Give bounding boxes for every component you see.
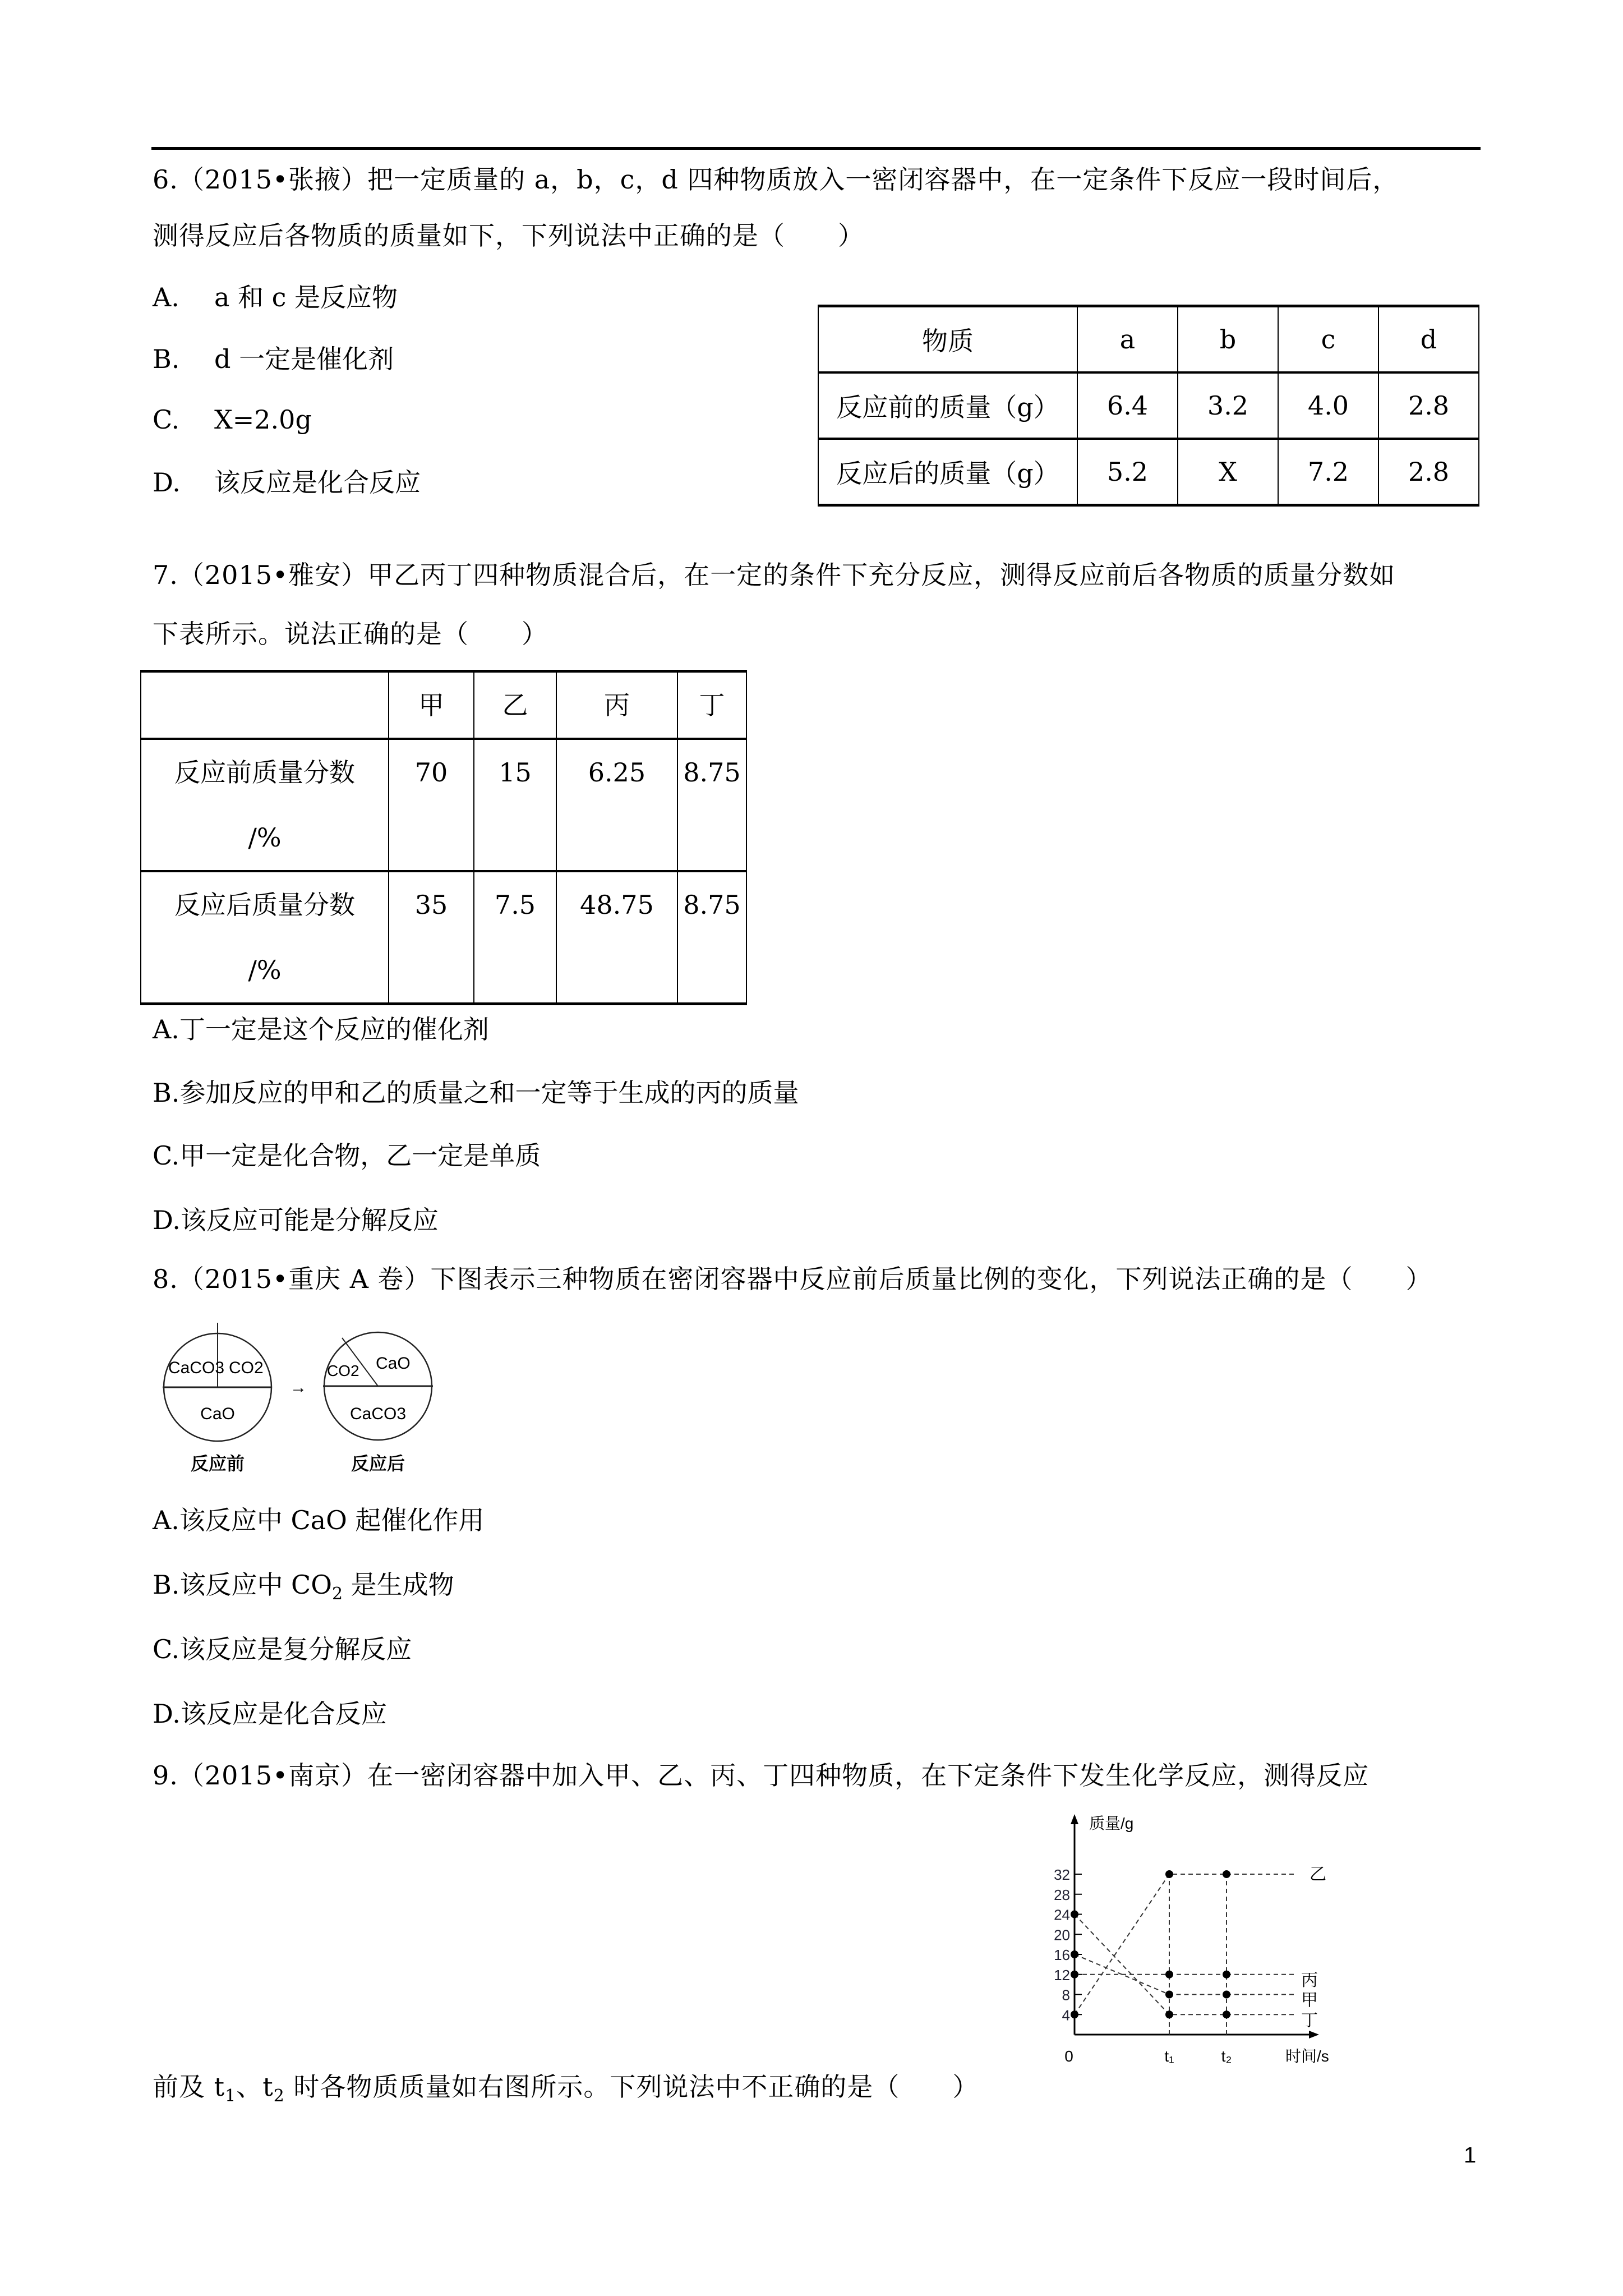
option-label: A.: [153, 1505, 179, 1535]
q6-option-a: [153, 280, 398, 314]
table-cell: 反应后的质量（g）: [818, 439, 1077, 505]
q9-stem-line1: 9.（2015•南京）在一密闭容器中加入甲、乙、丙、丁四种物质，在下定条件下发生化学反应，测得反应: [153, 1760, 1370, 1791]
table-cell: 物质: [818, 306, 1077, 373]
q6-option-c: [153, 403, 312, 436]
table-header-row: [141, 671, 746, 739]
data-point: [1223, 1870, 1230, 1878]
y-tick-label: 24: [1054, 1906, 1070, 1924]
table-cell: 7.2: [1278, 439, 1378, 505]
chart-guides: [1169, 1874, 1227, 2035]
y-tick-label: 8: [1062, 1986, 1070, 2004]
option-label: C.: [153, 1634, 180, 1664]
chart-axes: [1071, 1814, 1319, 2039]
q7-option-d: [153, 1203, 439, 1237]
option-text: X=2.0g: [214, 404, 312, 435]
table-cell: d: [1378, 306, 1479, 373]
table-cell: 乙: [474, 671, 556, 739]
option-label: D.: [153, 1205, 181, 1235]
option-label: B.: [153, 1570, 180, 1600]
option-text: 该反应可能是分解反应: [180, 1205, 439, 1235]
q8-stem: 8.（2015•重庆 A 卷）下图表示三种物质在密闭容器中反应前后质量比例的变化，下列说法正确的是（ ）: [153, 1264, 1432, 1294]
after-label-cao: CaO: [376, 1354, 411, 1373]
table-cell: 6.4: [1077, 372, 1178, 439]
after-label-co2: CO2: [327, 1362, 359, 1379]
option-label: B.: [153, 1078, 180, 1108]
table-cell: 35: [389, 871, 474, 1004]
q6-stem-line2: 测得反应后各物质的质量如下，下列说法中正确的是（ ）: [153, 220, 864, 251]
before-caption: 反应前: [190, 1453, 245, 1474]
y-tick-label: 28: [1054, 1886, 1070, 1903]
x-axis-label: 时间/s: [1285, 2047, 1329, 2065]
data-point: [1223, 1971, 1230, 1978]
option-label: C.: [153, 1140, 180, 1171]
q8-option-c: [153, 1632, 412, 1666]
subscript: 1: [225, 2086, 237, 2106]
q9-stem-line2: [153, 2070, 979, 2113]
table-cell: 3.2: [1178, 372, 1278, 439]
series-label: 甲: [1301, 1991, 1318, 2010]
before-label-co2: CO2: [229, 1359, 264, 1377]
option-text-b: 是生成物: [343, 1570, 454, 1600]
table-cell: 2.8: [1378, 372, 1479, 439]
y-tick-label: 20: [1054, 1926, 1070, 1944]
table-cell: 48.75: [556, 871, 677, 1004]
reaction-arrow-icon: →: [290, 1378, 307, 1397]
table-cell: 丁: [677, 671, 746, 739]
table-row: [141, 871, 746, 1004]
option-text: 该反应是复分解反应: [179, 1634, 412, 1664]
table-cell: 15: [474, 739, 556, 871]
series-label: 丙: [1301, 1971, 1318, 1990]
data-point: [1071, 1911, 1078, 1918]
x-tick-label: t₂: [1221, 2047, 1232, 2065]
after-pie: [323, 1332, 433, 1474]
q7-stem-line2: 下表所示。说法正确的是（ ）: [153, 619, 548, 649]
option-label: C.: [153, 404, 180, 435]
q7-option-a: [153, 1013, 489, 1046]
series-甲: [1071, 1950, 1318, 2010]
q9-mass-time-chart: [1032, 1812, 1346, 2104]
series-丁: [1071, 1911, 1318, 2030]
q7-mass-fraction-table: [140, 670, 747, 1005]
option-label: A.: [153, 1014, 179, 1045]
series-line: [1075, 1874, 1227, 2014]
table-row: [818, 439, 1479, 505]
table-row: [141, 739, 746, 871]
table-cell: [141, 671, 389, 739]
option-text-a: 该反应中 CO: [179, 1570, 332, 1600]
y-axis-label: 质量/g: [1089, 1815, 1134, 1832]
y-tick-label: 16: [1054, 1947, 1070, 1963]
table-cell: 7.5: [474, 871, 556, 1004]
y-tick-label: 32: [1054, 1866, 1070, 1883]
row-label-line1: 反应前质量分数: [174, 757, 355, 788]
data-point: [1223, 1991, 1230, 1999]
subscript: 2: [273, 2086, 285, 2106]
y-axis-arrow-icon: [1071, 1814, 1078, 1824]
q8-pie-diagram: [157, 1313, 505, 1492]
stem-text: 、t: [236, 2072, 274, 2102]
option-text: a 和 c 是反应物: [214, 282, 398, 312]
q6-stem-line1: 6.（2015•张掖）把一定质量的 a，b，c，d 四种物质放入一密闭容器中，在一定条件下反应一段时间后，: [153, 164, 1399, 195]
table-cell: 8.75: [677, 871, 746, 1004]
chart-series: [1071, 1865, 1326, 2030]
row-label-line2: /%: [248, 955, 282, 985]
y-axis-ticks: [1054, 1866, 1082, 2023]
table-cell: [141, 871, 389, 1004]
q8-option-d: [153, 1697, 387, 1731]
q8-option-b: [153, 1568, 454, 1611]
series-label: 丁: [1301, 2011, 1318, 2030]
x-tick-label: t₁: [1164, 2047, 1174, 2065]
row-label-line1: 反应后质量分数: [174, 890, 355, 920]
option-label: B.: [153, 344, 180, 374]
x-axis-arrow-icon: [1309, 2031, 1319, 2039]
table-cell: b: [1178, 306, 1278, 373]
q7-option-c: [153, 1139, 541, 1172]
option-text: d 一定是催化剂: [214, 344, 394, 374]
data-point: [1071, 2010, 1078, 2018]
q7-option-b: [153, 1076, 799, 1110]
q8-option-a: [153, 1503, 484, 1537]
option-text: 甲一定是化合物，乙一定是单质: [179, 1140, 541, 1171]
series-乙: [1071, 1865, 1326, 2018]
before-pie: [163, 1323, 272, 1474]
q6-option-d: [153, 466, 421, 499]
series-丙: [1071, 1971, 1318, 1990]
table-cell: a: [1077, 306, 1178, 373]
table-cell: 4.0: [1278, 372, 1378, 439]
series-label: 乙: [1310, 1865, 1326, 1884]
after-label-caco3: CaCO3: [349, 1405, 407, 1423]
option-label: D.: [153, 1699, 181, 1729]
chart-labels: [1064, 1815, 1329, 2065]
stem-text: 时各物质质量如右图所示。下列说法中不正确的是（ ）: [284, 2072, 979, 2102]
table-row: [818, 372, 1479, 439]
table-cell: 5.2: [1077, 439, 1178, 505]
before-label-cao: CaO: [200, 1405, 235, 1423]
subscript: 2: [331, 1584, 343, 1604]
option-label: D.: [153, 467, 181, 498]
stem-text: 前及 t: [153, 2072, 225, 2102]
data-point: [1165, 2010, 1173, 2018]
q6-option-b: [153, 342, 394, 376]
option-text: 参加反应的甲和乙的质量之和一定等于生成的丙的质量: [179, 1078, 799, 1108]
before-label-caco3: CaCO3: [168, 1359, 225, 1377]
data-point: [1165, 1870, 1173, 1878]
table-cell: 70: [389, 739, 474, 871]
table-cell: X: [1178, 439, 1278, 505]
table-cell: 8.75: [677, 739, 746, 871]
table-cell: 2.8: [1378, 439, 1479, 505]
x-tick-label: 0: [1064, 2047, 1073, 2065]
after-caption: 反应后: [351, 1453, 405, 1474]
q6-mass-table: [818, 305, 1479, 507]
table-cell: 反应前的质量（g）: [818, 372, 1077, 439]
data-point: [1223, 2010, 1230, 2018]
option-text: 丁一定是这个反应的催化剂: [179, 1014, 489, 1045]
table-header-row: [818, 306, 1479, 373]
data-point: [1071, 1950, 1078, 1958]
table-cell: [141, 739, 389, 871]
q7-stem-line1: 7.（2015•雅安）甲乙丙丁四种物质混合后，在一定的条件下充分反应，测得反应前后各物质的质量分数如: [153, 560, 1396, 590]
table-cell: c: [1278, 306, 1378, 373]
data-point: [1165, 1971, 1173, 1978]
y-tick-label: 12: [1054, 1966, 1070, 1984]
header-rule: [151, 147, 1481, 150]
table-cell: 6.25: [556, 739, 677, 871]
option-text: 该反应是化合反应: [214, 467, 421, 498]
option-label: A.: [153, 282, 179, 312]
table-cell: 丙: [556, 671, 677, 739]
row-label-line2: /%: [248, 822, 282, 853]
y-tick-label: 4: [1062, 2007, 1070, 2024]
page-number: 1: [1464, 2143, 1477, 2168]
data-point: [1165, 1991, 1173, 1999]
table-cell: 甲: [389, 671, 474, 739]
data-point: [1071, 1971, 1078, 1978]
option-text: 该反应中 CaO 起催化作用: [179, 1505, 485, 1535]
option-text: 该反应是化合反应: [180, 1699, 387, 1729]
